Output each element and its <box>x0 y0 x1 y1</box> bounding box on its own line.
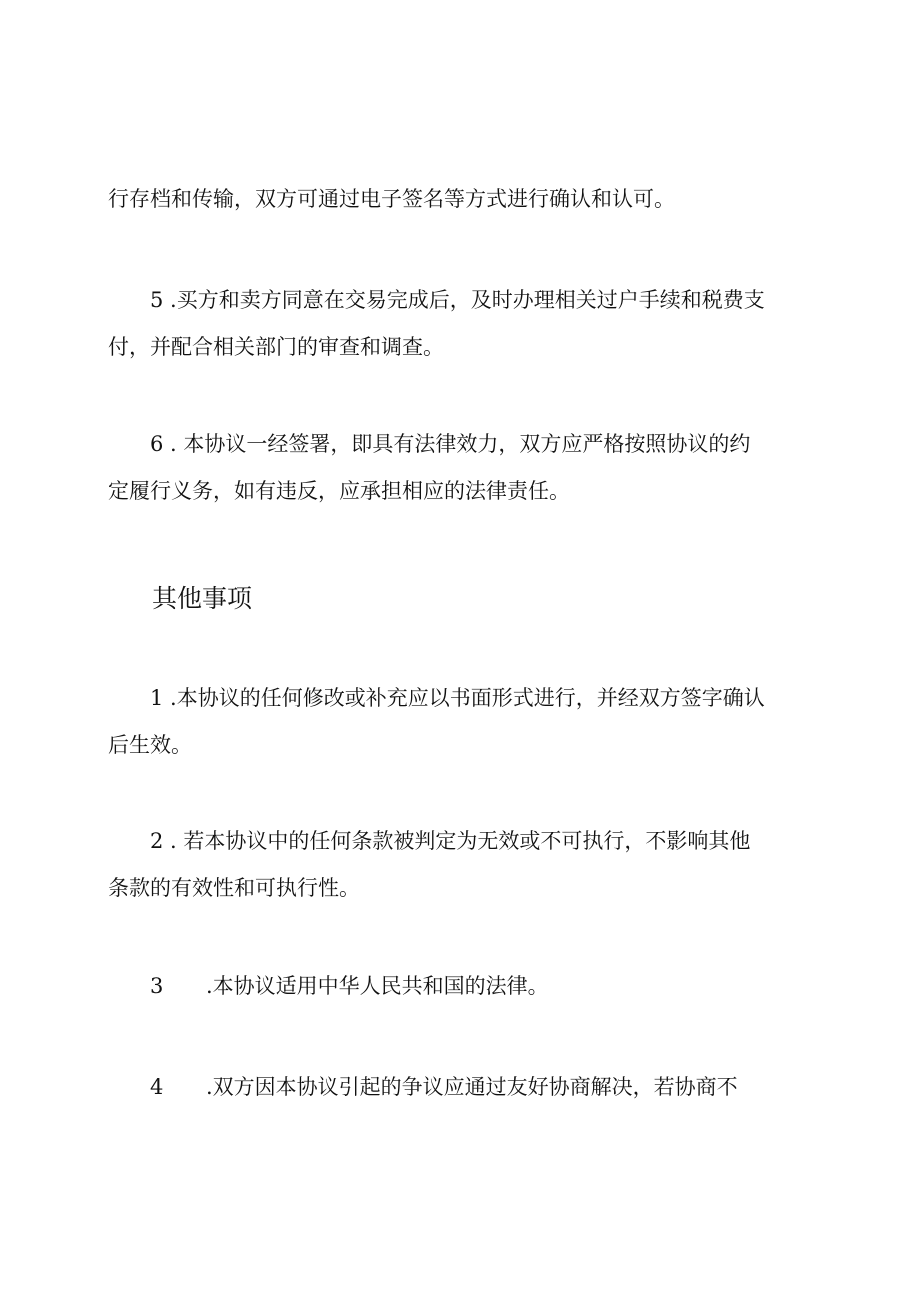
clause-number: 6 <box>150 432 164 456</box>
clause-1-line-1 <box>150 686 765 710</box>
clause-number: 3 <box>150 974 164 998</box>
clause-text: .本协议适用中华人民共和国的法律。 <box>206 974 549 998</box>
clause-number: 2 <box>150 829 164 853</box>
clause-3-line-1 <box>150 974 549 998</box>
clause-text: .买方和卖方同意在交易完成后，及时办理相关过户手续和税费支 <box>163 288 765 312</box>
clause-number: 4 <box>150 1075 164 1099</box>
clause-text: . 本协议一经签署，即具有法律效力，双方应严格按照协议的约 <box>163 432 751 456</box>
intro-paragraph-line: 行存档和传输，双方可通过电子签名等方式进行确认和认可。 <box>108 187 675 211</box>
clause-5-line-1 <box>150 288 765 312</box>
clause-number: 1 <box>150 686 164 710</box>
section-heading: 其他事项 <box>152 584 253 613</box>
clause-1-line-2: 后生效。 <box>108 733 192 757</box>
clause-2-line-1 <box>150 829 750 853</box>
clause-5-line-2: 付，并配合相关部门的审查和调查。 <box>108 335 444 359</box>
clause-6-line-2: 定履行义务，如有违反，应承担相应的法律责任。 <box>108 479 570 503</box>
clause-text: .本协议的任何修改或补充应以书面形式进行，并经双方签字确认 <box>163 686 765 710</box>
clause-6-line-1 <box>150 432 750 456</box>
clause-4-line-1 <box>150 1075 738 1099</box>
clause-text: . 若本协议中的任何条款被判定为无效或不可执行，不影响其他 <box>163 829 751 853</box>
clause-number: 5 <box>150 288 164 312</box>
clause-2-line-2: 条款的有效性和可执行性。 <box>108 876 360 900</box>
clause-text: .双方因本协议引起的争议应通过友好协商解决，若协商不 <box>206 1075 738 1099</box>
